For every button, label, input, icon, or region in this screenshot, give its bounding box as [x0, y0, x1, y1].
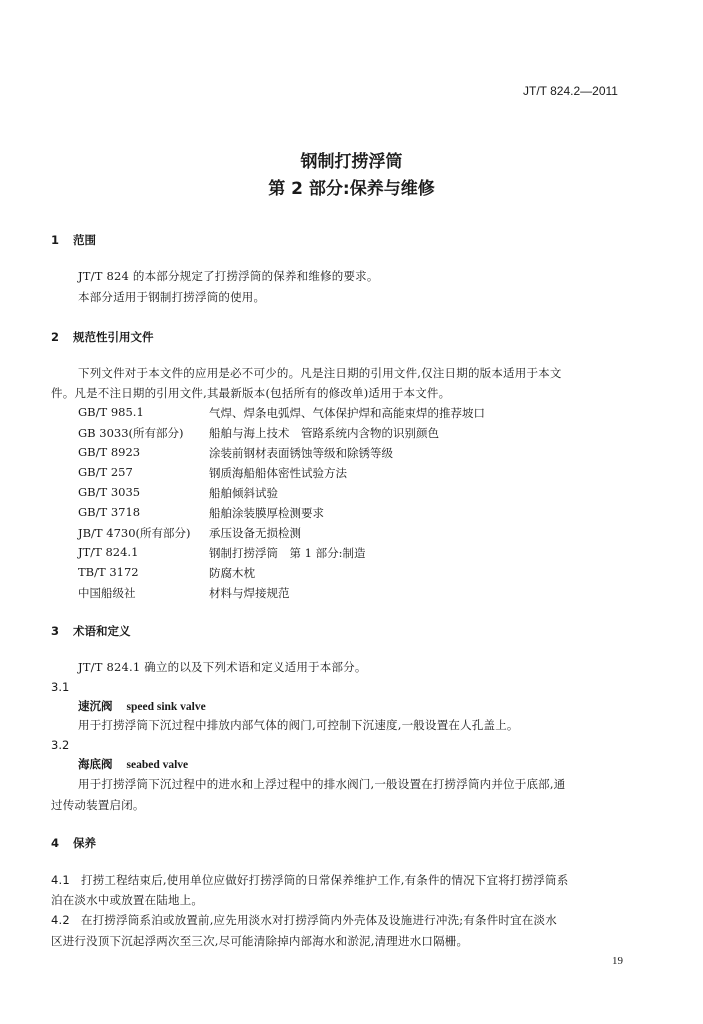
section-number: 4	[51, 836, 60, 850]
section-number: 1	[51, 233, 60, 247]
section-number: 3	[51, 624, 60, 638]
term-english: speed sink valve	[126, 701, 206, 713]
reference-title: 钢质海船船体密性试验方法	[209, 466, 347, 480]
clause-number: 4.2	[51, 913, 70, 927]
term-entry	[78, 698, 206, 714]
paragraph: 下列文件对于本文件的应用是必不可少的。凡是注日期的引用文件,仅注日期的版本适用于本文	[78, 366, 562, 380]
section-number: 2	[51, 330, 60, 344]
reference-title: 气焊、焊条电弧焊、气体保护焊和高能束焊的推荐坡口	[209, 406, 485, 420]
clause-text-continuation: 区进行没顶下沉起浮两次至三次,尽可能清除掉内部海水和淤泥,清理进水口隔栅。	[51, 934, 469, 948]
reference-title: 涂装前钢材表面锈蚀等级和除锈等级	[209, 446, 393, 460]
standard-code: JT/T 824.2—2011	[523, 84, 618, 98]
term-definition: 用于打捞浮筒下沉过程中排放内部气体的阀门,可控制下沉速度,一般设置在人孔盖上。	[78, 718, 519, 732]
clause-text-continuation: 泊在淡水中或放置在陆地上。	[51, 893, 204, 907]
reference-code: GB/T 985.1	[78, 405, 144, 419]
page-number: 19	[612, 955, 623, 967]
paragraph: JT/T 824.1 确立的以及下列术语和定义适用于本部分。	[78, 660, 367, 674]
term-number: 3.1	[51, 680, 70, 694]
reference-title: 防腐木枕	[209, 566, 255, 580]
reference-code: GB/T 3035	[78, 485, 141, 499]
reference-title: 钢制打捞浮筒 第 1 部分:制造	[209, 546, 366, 560]
reference-title: 船舶倾斜试验	[209, 486, 278, 500]
clause-4-1	[51, 872, 568, 888]
reference-code: TB/T 3172	[78, 565, 139, 579]
paragraph: 本部分适用于钢制打捞浮筒的使用。	[78, 290, 266, 304]
normative-references-list	[78, 405, 638, 605]
clause-text: 在打捞浮筒系泊或放置前,应先用淡水对打捞浮筒内外壳体及设施进行冲洗;有条件时宜在淡水	[81, 913, 557, 927]
term-definition-continuation: 过传动装置启闭。	[51, 798, 145, 812]
clause-text: 打捞工程结束后,使用单位应做好打捞浮筒的日常保养维护工作,有条件的情况下宜将打捞浮筒系	[81, 873, 569, 887]
term-chinese: 海底阀	[78, 757, 113, 771]
reference-title: 承压设备无损检测	[209, 526, 301, 540]
term-number: 3.2	[51, 738, 70, 752]
section-title: 范围	[73, 233, 96, 247]
reference-code: JB/T 4730(所有部分)	[78, 526, 191, 540]
section-2-heading	[51, 329, 154, 345]
reference-code: GB/T 257	[78, 465, 133, 479]
section-title: 保养	[73, 836, 96, 850]
reference-code: GB 3033(所有部分)	[78, 426, 184, 440]
section-3-heading	[51, 623, 131, 639]
reference-title: 材料与焊接规范	[209, 586, 290, 600]
clause-4-2	[51, 912, 557, 928]
reference-code: GB/T 8923	[78, 445, 141, 459]
reference-title: 船舶涂装膜厚检测要求	[209, 506, 324, 520]
section-1-heading	[51, 232, 96, 248]
doc-title-line1: 钢制打捞浮筒	[300, 152, 403, 172]
term-english: seabed valve	[126, 759, 189, 771]
section-title: 规范性引用文件	[73, 330, 154, 344]
paragraph-continuation: 件。凡是不注日期的引用文件,其最新版本(包括所有的修改单)适用于本文件。	[51, 386, 451, 400]
term-definition: 用于打捞浮筒下沉过程中的进水和上浮过程中的排水阀门,一般设置在打捞浮筒内并位于底部,通	[78, 777, 566, 791]
paragraph: JT/T 824 的本部分规定了打捞浮筒的保养和维修的要求。	[78, 269, 379, 283]
reference-code: 中国船级社	[78, 586, 136, 600]
term-chinese: 速沉阀	[78, 699, 113, 713]
doc-title-line2: 第 2 部分:保养与维修	[268, 179, 435, 199]
reference-code: JT/T 824.1	[78, 545, 139, 559]
reference-code: GB/T 3718	[78, 505, 141, 519]
section-title: 术语和定义	[73, 624, 131, 638]
clause-number: 4.1	[51, 873, 70, 887]
section-4-heading	[51, 835, 96, 851]
reference-title: 船舶与海上技术 管路系统内含物的识别颜色	[209, 426, 439, 440]
term-entry	[78, 756, 188, 772]
